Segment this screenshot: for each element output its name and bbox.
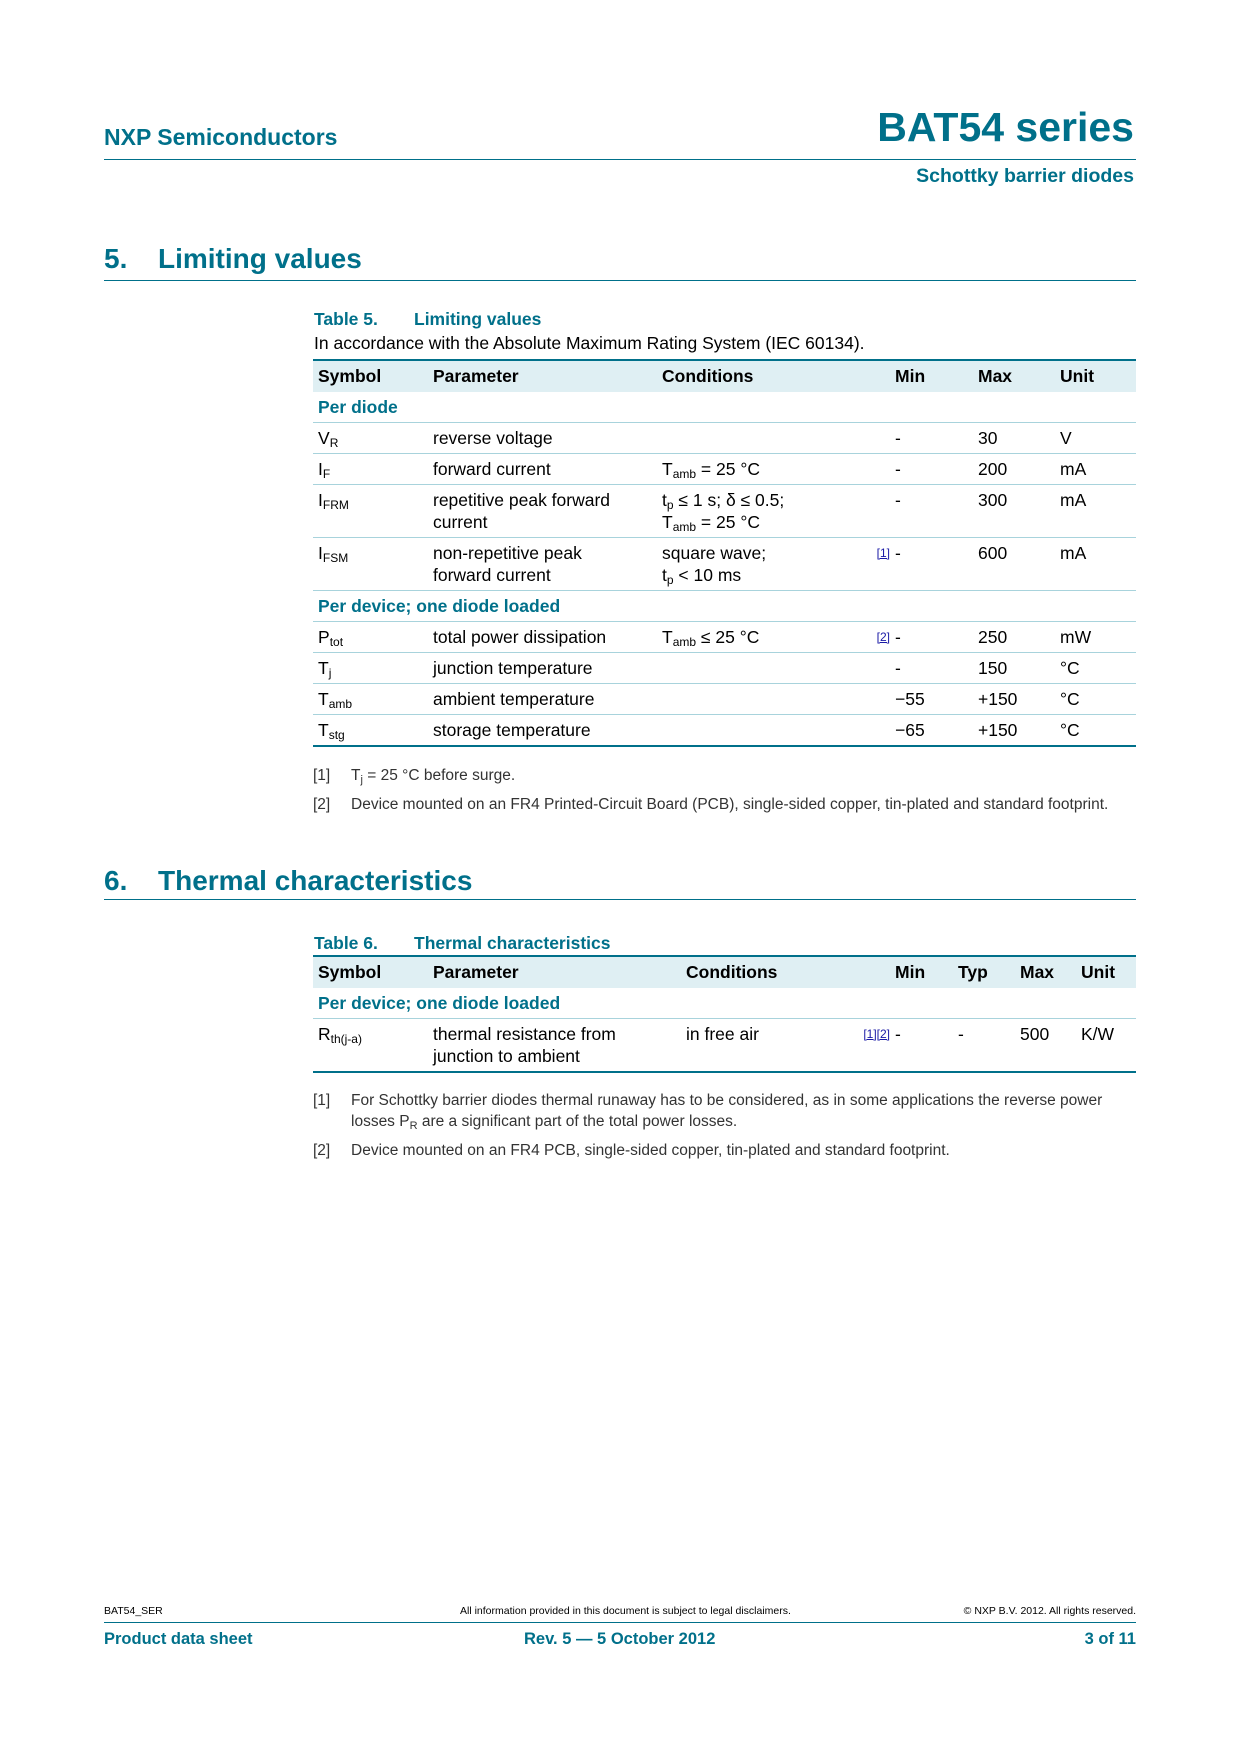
table-title: Thermal characteristics [414,933,611,953]
col-ref [857,360,890,392]
symbol-cell: $T_j$ [313,653,428,684]
group-row [313,988,1136,1019]
unit-cell: °C [1055,684,1136,715]
group-label: Per device; one diode loaded [313,591,1136,622]
symbol-cell: $T_{stg}$ [313,715,428,747]
table-6-title [314,933,611,954]
conditions-cell: in free air [681,1019,841,1073]
revision-date: Rev. 5 — 5 October 2012 [524,1630,716,1648]
section-title: Thermal characteristics [158,865,473,896]
max-cell: 150 [973,653,1055,684]
table-row [313,653,1136,684]
footnote-text: $T_j = 25$ °C before surge. [351,767,516,786]
symbol-cell: $R_{th(j-a)}$ [313,1019,428,1073]
col-min: Min [890,956,953,988]
table-row [313,715,1136,747]
group-label: Per device; one diode loaded [318,993,561,1013]
reference-link [857,653,890,684]
conditions-cell: $t_p \le 1$ s; δ ≤ 0.5; $T_{amb} = 25$ °C [657,485,857,538]
min-cell: - [890,622,973,653]
footnote-1-link[interactable]: [1] [857,538,890,591]
footnote-1-2-link[interactable]: [1][2] [841,1019,890,1073]
unit-cell: mA [1055,538,1136,591]
conditions-cell [657,684,857,715]
reference-link [857,715,890,747]
table-5-caption: In accordance with the Absolute Maximum Rating System (IEC 60134). [314,333,865,353]
unit-cell: °C [1055,653,1136,684]
group-row [313,392,1136,423]
conditions-cell [657,653,857,684]
footnote-text: For Schottky barrier diodes thermal runaway has to be considered, as in some applications the reverse power losses $P_R$ are a significant part of the total power losses. [351,1092,1103,1132]
group-label: Per diode [318,397,398,417]
typ-cell: - [953,1019,1015,1073]
table-row [313,538,1136,591]
footnote-number: [2] [313,796,331,813]
unit-cell: °C [1055,715,1136,747]
unit-cell: K/W [1076,1019,1136,1073]
copyright: © NXP B.V. 2012. All rights reserved. [963,1605,1136,1617]
max-cell: +150 [973,715,1055,747]
col-typ: Typ [953,956,1015,988]
footnote-text: Device mounted on an FR4 Printed-Circuit Board (PCB), single-sided copper, tin-plated and standard footprint. [351,796,1109,813]
section-number: 6. [104,865,128,896]
thermal-characteristics-table [313,955,1136,1073]
col-max: Max [973,360,1055,392]
col-parameter: Parameter [428,956,681,988]
table-header-row [313,956,1136,988]
footnote-1 [313,765,1141,786]
page-number: 3 of 11 [1084,1630,1136,1648]
parameter-cell: ambient temperature [428,684,657,715]
header-rule [104,159,1136,160]
legal-disclaimer: All information provided in this document is subject to legal disclaimers. [460,1605,791,1617]
max-cell: 250 [973,622,1055,653]
table-label: Table 5. [314,309,378,329]
max-cell: 600 [973,538,1055,591]
symbol-cell: $I_{FRM}$ [313,485,428,538]
reference-link [857,684,890,715]
unit-cell: mA [1055,485,1136,538]
footnote-number: [1] [313,767,331,784]
conditions-cell: square wave; $t_p < 10$ ms [657,538,857,591]
section-title: Limiting values [158,243,362,274]
col-conditions: Conditions [681,956,841,988]
parameter-cell: reverse voltage [428,423,657,454]
min-cell: - [890,1019,953,1073]
conditions-cell: $T_{amb} \le 25$ °C [657,622,857,653]
parameter-cell: storage temperature [428,715,657,747]
symbol-cell: $P_{tot}$ [313,622,428,653]
table-row [313,1019,1136,1073]
col-ref [841,956,890,988]
reference-link [857,423,890,454]
max-cell: 30 [973,423,1055,454]
parameter-cell: junction temperature [428,653,657,684]
max-cell: +150 [973,684,1055,715]
table-5-title [314,309,541,330]
company-name: NXP Semiconductors [104,124,338,150]
footnote-number: [2] [313,1142,331,1159]
group-row [313,591,1136,622]
reference-link [857,485,890,538]
conditions-cell [657,715,857,747]
section-6-heading [104,865,472,897]
footnote-number: [1] [313,1092,331,1109]
min-cell: - [890,485,973,538]
min-cell: −55 [890,684,973,715]
section-number: 5. [104,243,128,274]
col-conditions: Conditions [657,360,857,392]
section-6-rule [104,899,1136,900]
footnote-2 [313,794,1141,815]
table-title: Limiting values [414,309,542,329]
document-id: BAT54_SER [104,1605,163,1617]
footnote-text: Device mounted on an FR4 PCB, single-sided copper, tin-plated and standard footprint. [351,1142,950,1159]
min-cell: - [890,423,973,454]
table-row [313,485,1136,538]
section-5-rule [104,280,1136,281]
footer-rule [104,1622,1136,1623]
symbol-cell: $I_F$ [313,454,428,485]
min-cell: - [890,538,973,591]
table-row [313,423,1136,454]
col-symbol: Symbol [313,956,428,988]
symbol-cell: $I_{FSM}$ [313,538,428,591]
col-unit: Unit [1076,956,1136,988]
col-min: Min [890,360,973,392]
parameter-cell: repetitive peak forward current [428,485,657,538]
max-cell: 500 [1015,1019,1076,1073]
symbol-cell: $V_R$ [313,423,428,454]
footnote-1 [313,1090,1141,1132]
col-max: Max [1015,956,1076,988]
table-row [313,622,1136,653]
reference-link [857,454,890,485]
document-type: Product data sheet [104,1630,253,1648]
footnote-2-link[interactable]: [2] [857,622,890,653]
unit-cell: V [1055,423,1136,454]
table-row [313,454,1136,485]
symbol-cell: $T_{amb}$ [313,684,428,715]
parameter-cell: thermal resistance from junction to ambient [428,1019,681,1073]
col-symbol: Symbol [313,360,428,392]
max-cell: 300 [973,485,1055,538]
table-header-row [313,360,1136,392]
col-unit: Unit [1055,360,1136,392]
table-row [313,684,1136,715]
parameter-cell: non-repetitive peak forward current [428,538,657,591]
document-subtitle: Schottky barrier diodes [916,165,1134,187]
parameter-cell: total power dissipation [428,622,657,653]
section-5-heading [104,243,362,275]
unit-cell: mW [1055,622,1136,653]
conditions-cell [657,423,857,454]
parameter-cell: forward current [428,454,657,485]
table-label: Table 6. [314,933,378,953]
min-cell: - [890,454,973,485]
min-cell: −65 [890,715,973,747]
conditions-cell: $T_{amb} = 25$ °C [657,454,857,485]
footnote-2 [313,1140,1141,1161]
min-cell: - [890,653,973,684]
limiting-values-table [313,359,1136,747]
unit-cell: mA [1055,454,1136,485]
max-cell: 200 [973,454,1055,485]
col-parameter: Parameter [428,360,657,392]
document-title: BAT54 series [877,104,1134,150]
